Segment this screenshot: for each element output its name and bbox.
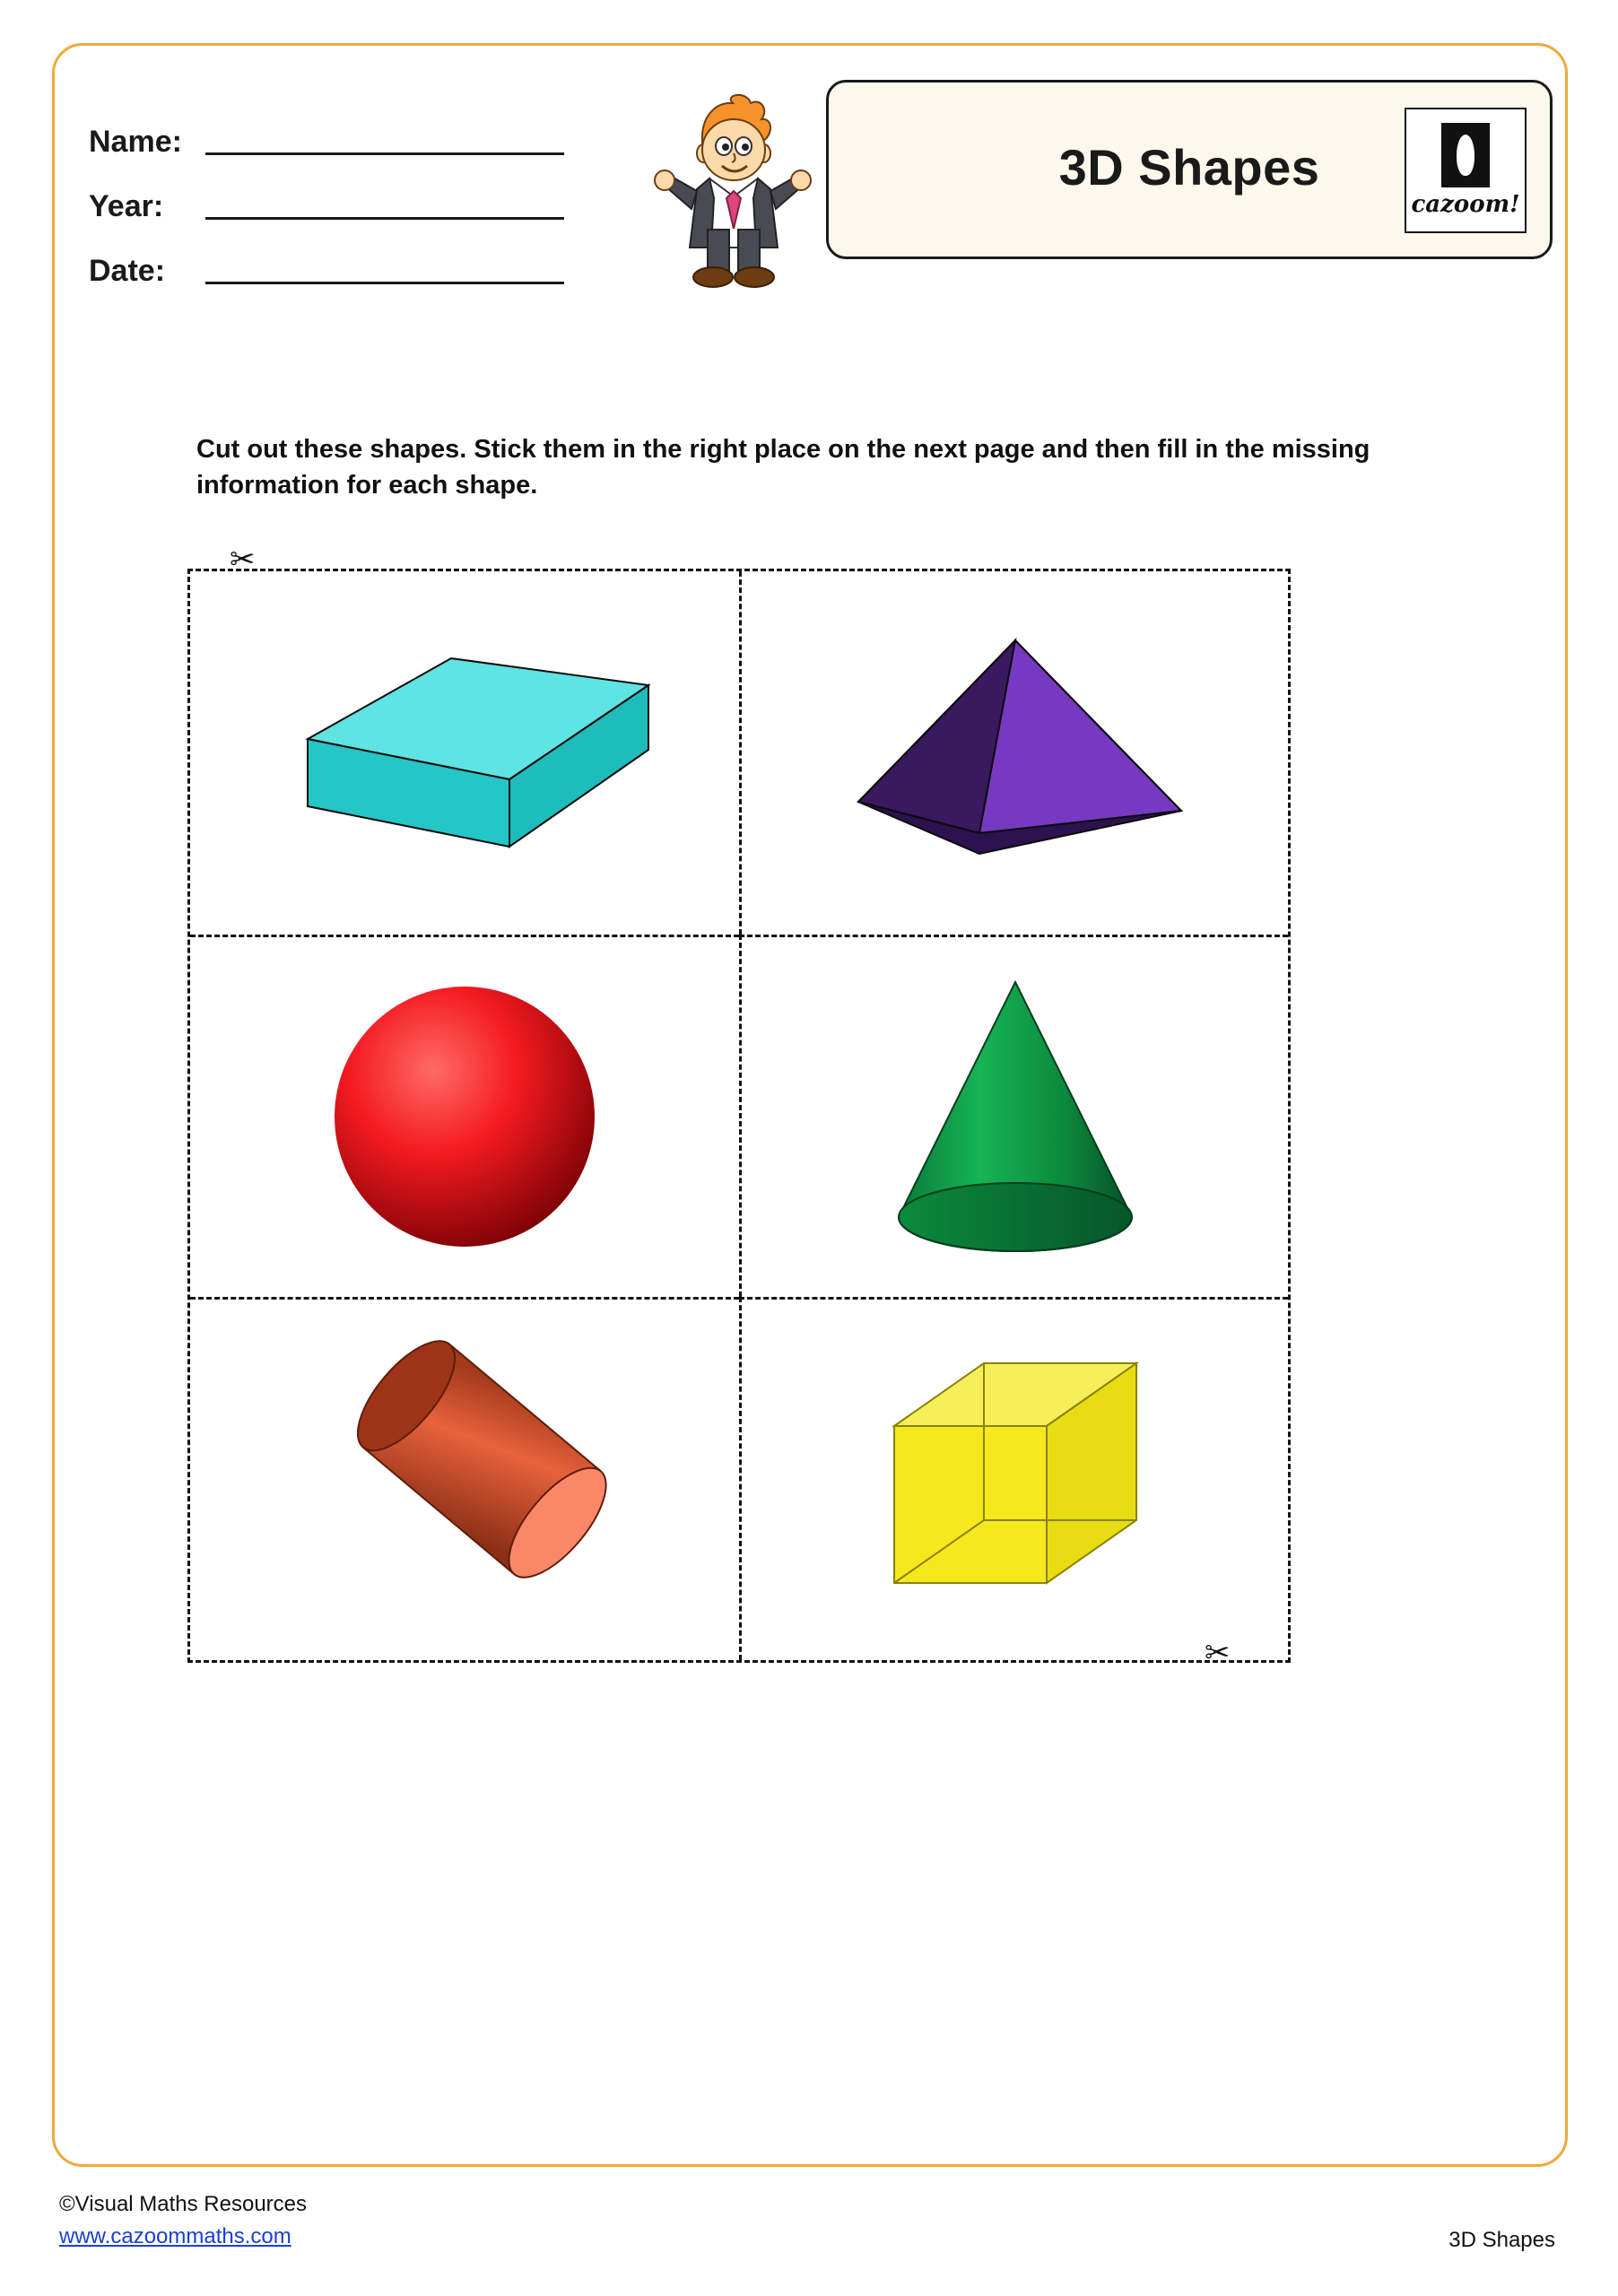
cube-icon bbox=[867, 1345, 1163, 1614]
date-label: Date: bbox=[89, 254, 166, 288]
shape-cell-square-pyramid[interactable] bbox=[739, 571, 1288, 935]
name-label: Name: bbox=[89, 125, 182, 159]
year-label: Year: bbox=[89, 189, 164, 223]
date-input-line[interactable] bbox=[205, 279, 564, 284]
cylinder-icon bbox=[272, 1332, 657, 1628]
scissors-icon-bottom-right: ✂ bbox=[1205, 1636, 1231, 1670]
square-pyramid-icon bbox=[822, 622, 1208, 883]
field-row-name bbox=[89, 98, 627, 162]
footer-credits bbox=[59, 2192, 307, 2249]
field-row-year bbox=[89, 162, 627, 227]
cazoom-logo bbox=[1405, 108, 1527, 233]
mascot-icon bbox=[647, 91, 817, 297]
logo-text: cazoom! bbox=[1411, 191, 1520, 218]
name-input-line[interactable] bbox=[205, 150, 564, 155]
page-title: 3D Shapes bbox=[1058, 139, 1320, 196]
field-row-date bbox=[89, 227, 627, 291]
cone-icon bbox=[858, 964, 1172, 1269]
footer-sheet-name: 3D Shapes bbox=[1448, 2228, 1555, 2252]
worksheet-header bbox=[55, 46, 1565, 315]
shape-cell-cone[interactable] bbox=[739, 935, 1288, 1298]
worksheet-page bbox=[52, 43, 1568, 2167]
cuboid-icon bbox=[254, 622, 675, 883]
scissors-icon-top-left: ✂ bbox=[230, 543, 256, 577]
student-fields bbox=[89, 98, 627, 291]
shape-cell-cuboid[interactable] bbox=[190, 571, 739, 935]
shape-cell-cube[interactable] bbox=[739, 1297, 1288, 1660]
title-box bbox=[826, 80, 1553, 259]
shape-cell-sphere[interactable] bbox=[190, 935, 739, 1298]
sphere-icon bbox=[317, 969, 613, 1265]
logo-mark-icon bbox=[1441, 123, 1490, 187]
cut-out-grid bbox=[187, 569, 1291, 1663]
cazoommaths-link[interactable]: www.cazoommaths.com bbox=[59, 2224, 291, 2248]
year-input-line[interactable] bbox=[205, 214, 564, 220]
copyright-text: ©Visual Maths Resources bbox=[59, 2192, 308, 2216]
instructions-text: Cut out these shapes. Stick them in the right place on the next page and then fill in the missing information for each shape. bbox=[196, 435, 1370, 500]
shape-cell-cylinder[interactable] bbox=[190, 1297, 739, 1660]
